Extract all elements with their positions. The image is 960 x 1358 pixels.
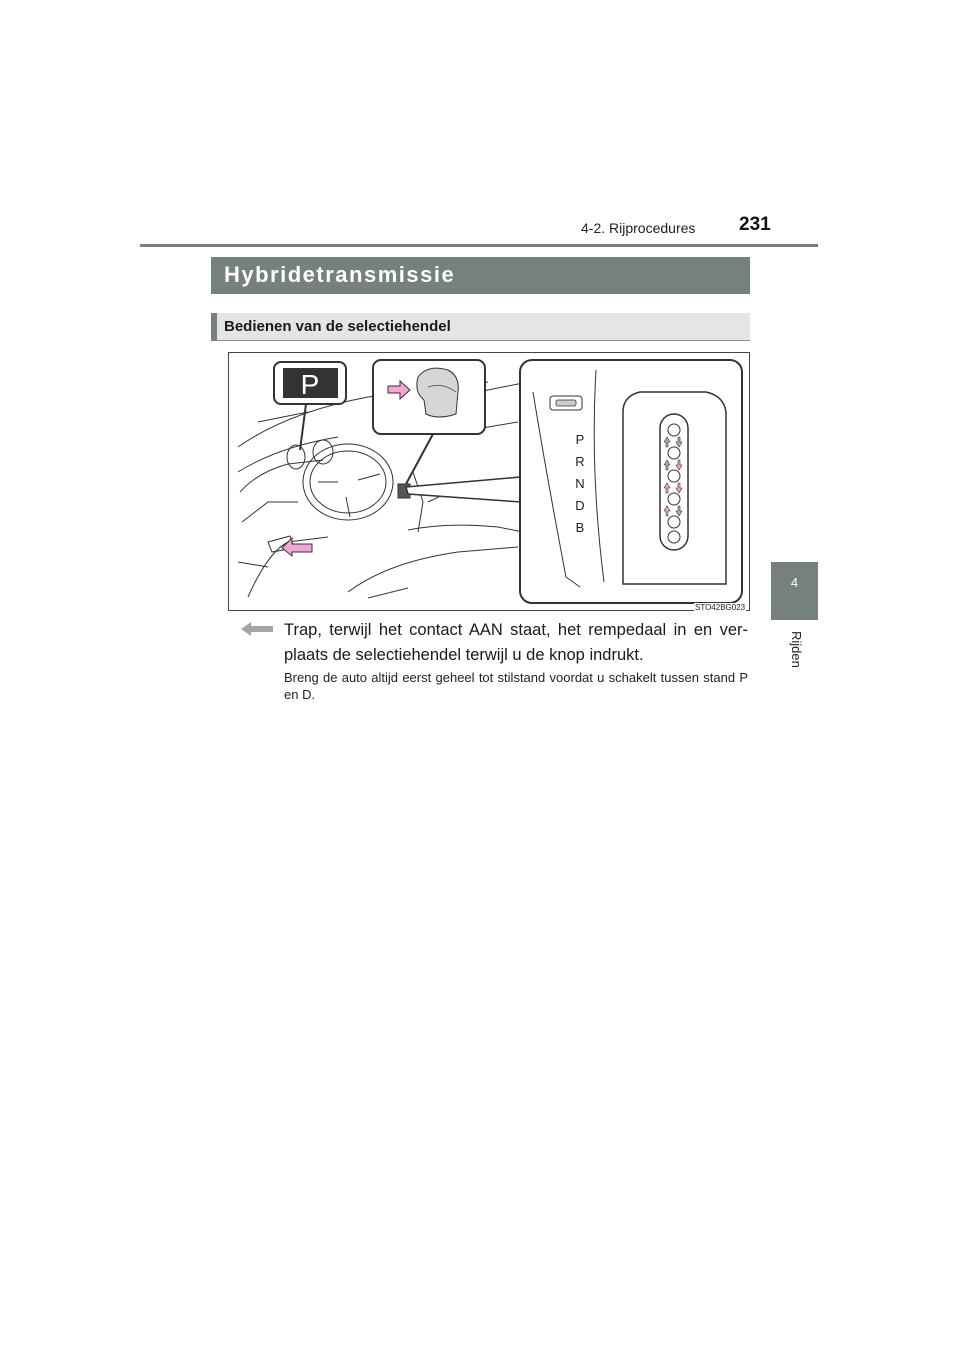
instruction-text: Trap, terwijl het contact AAN staat, het rempedaal in en ver-plaats de selectiehendel terwijl u de knop indrukt.	[284, 621, 748, 664]
gear-label-d: D	[575, 498, 585, 513]
chapter-tab	[771, 562, 818, 620]
gear-label-b: B	[575, 520, 585, 535]
arrow-bullet-icon	[241, 622, 273, 636]
chapter-number: 4	[790, 575, 799, 590]
gear-label-p: P	[575, 432, 585, 447]
p-letter: P	[300, 369, 320, 400]
subheading-accent	[211, 313, 217, 341]
section-label: 4-2. Rijprocedures	[581, 220, 696, 236]
page-title: Hybridetransmissie	[224, 262, 456, 287]
header-rule	[140, 244, 818, 247]
shift-lever-illustration	[228, 352, 750, 611]
gear-label-n: N	[575, 476, 585, 491]
note-text: Breng de auto altijd eerst geheel tot stilstand voordat u schakelt tussen stand P en D.	[284, 670, 748, 702]
figure-code: STO42BG023	[695, 603, 746, 612]
gear-label-r: R	[575, 454, 585, 469]
chapter-label: Rijden	[789, 631, 804, 668]
subheading: Bedienen van de selectiehendel	[224, 318, 451, 335]
page-number: 231	[739, 214, 771, 235]
